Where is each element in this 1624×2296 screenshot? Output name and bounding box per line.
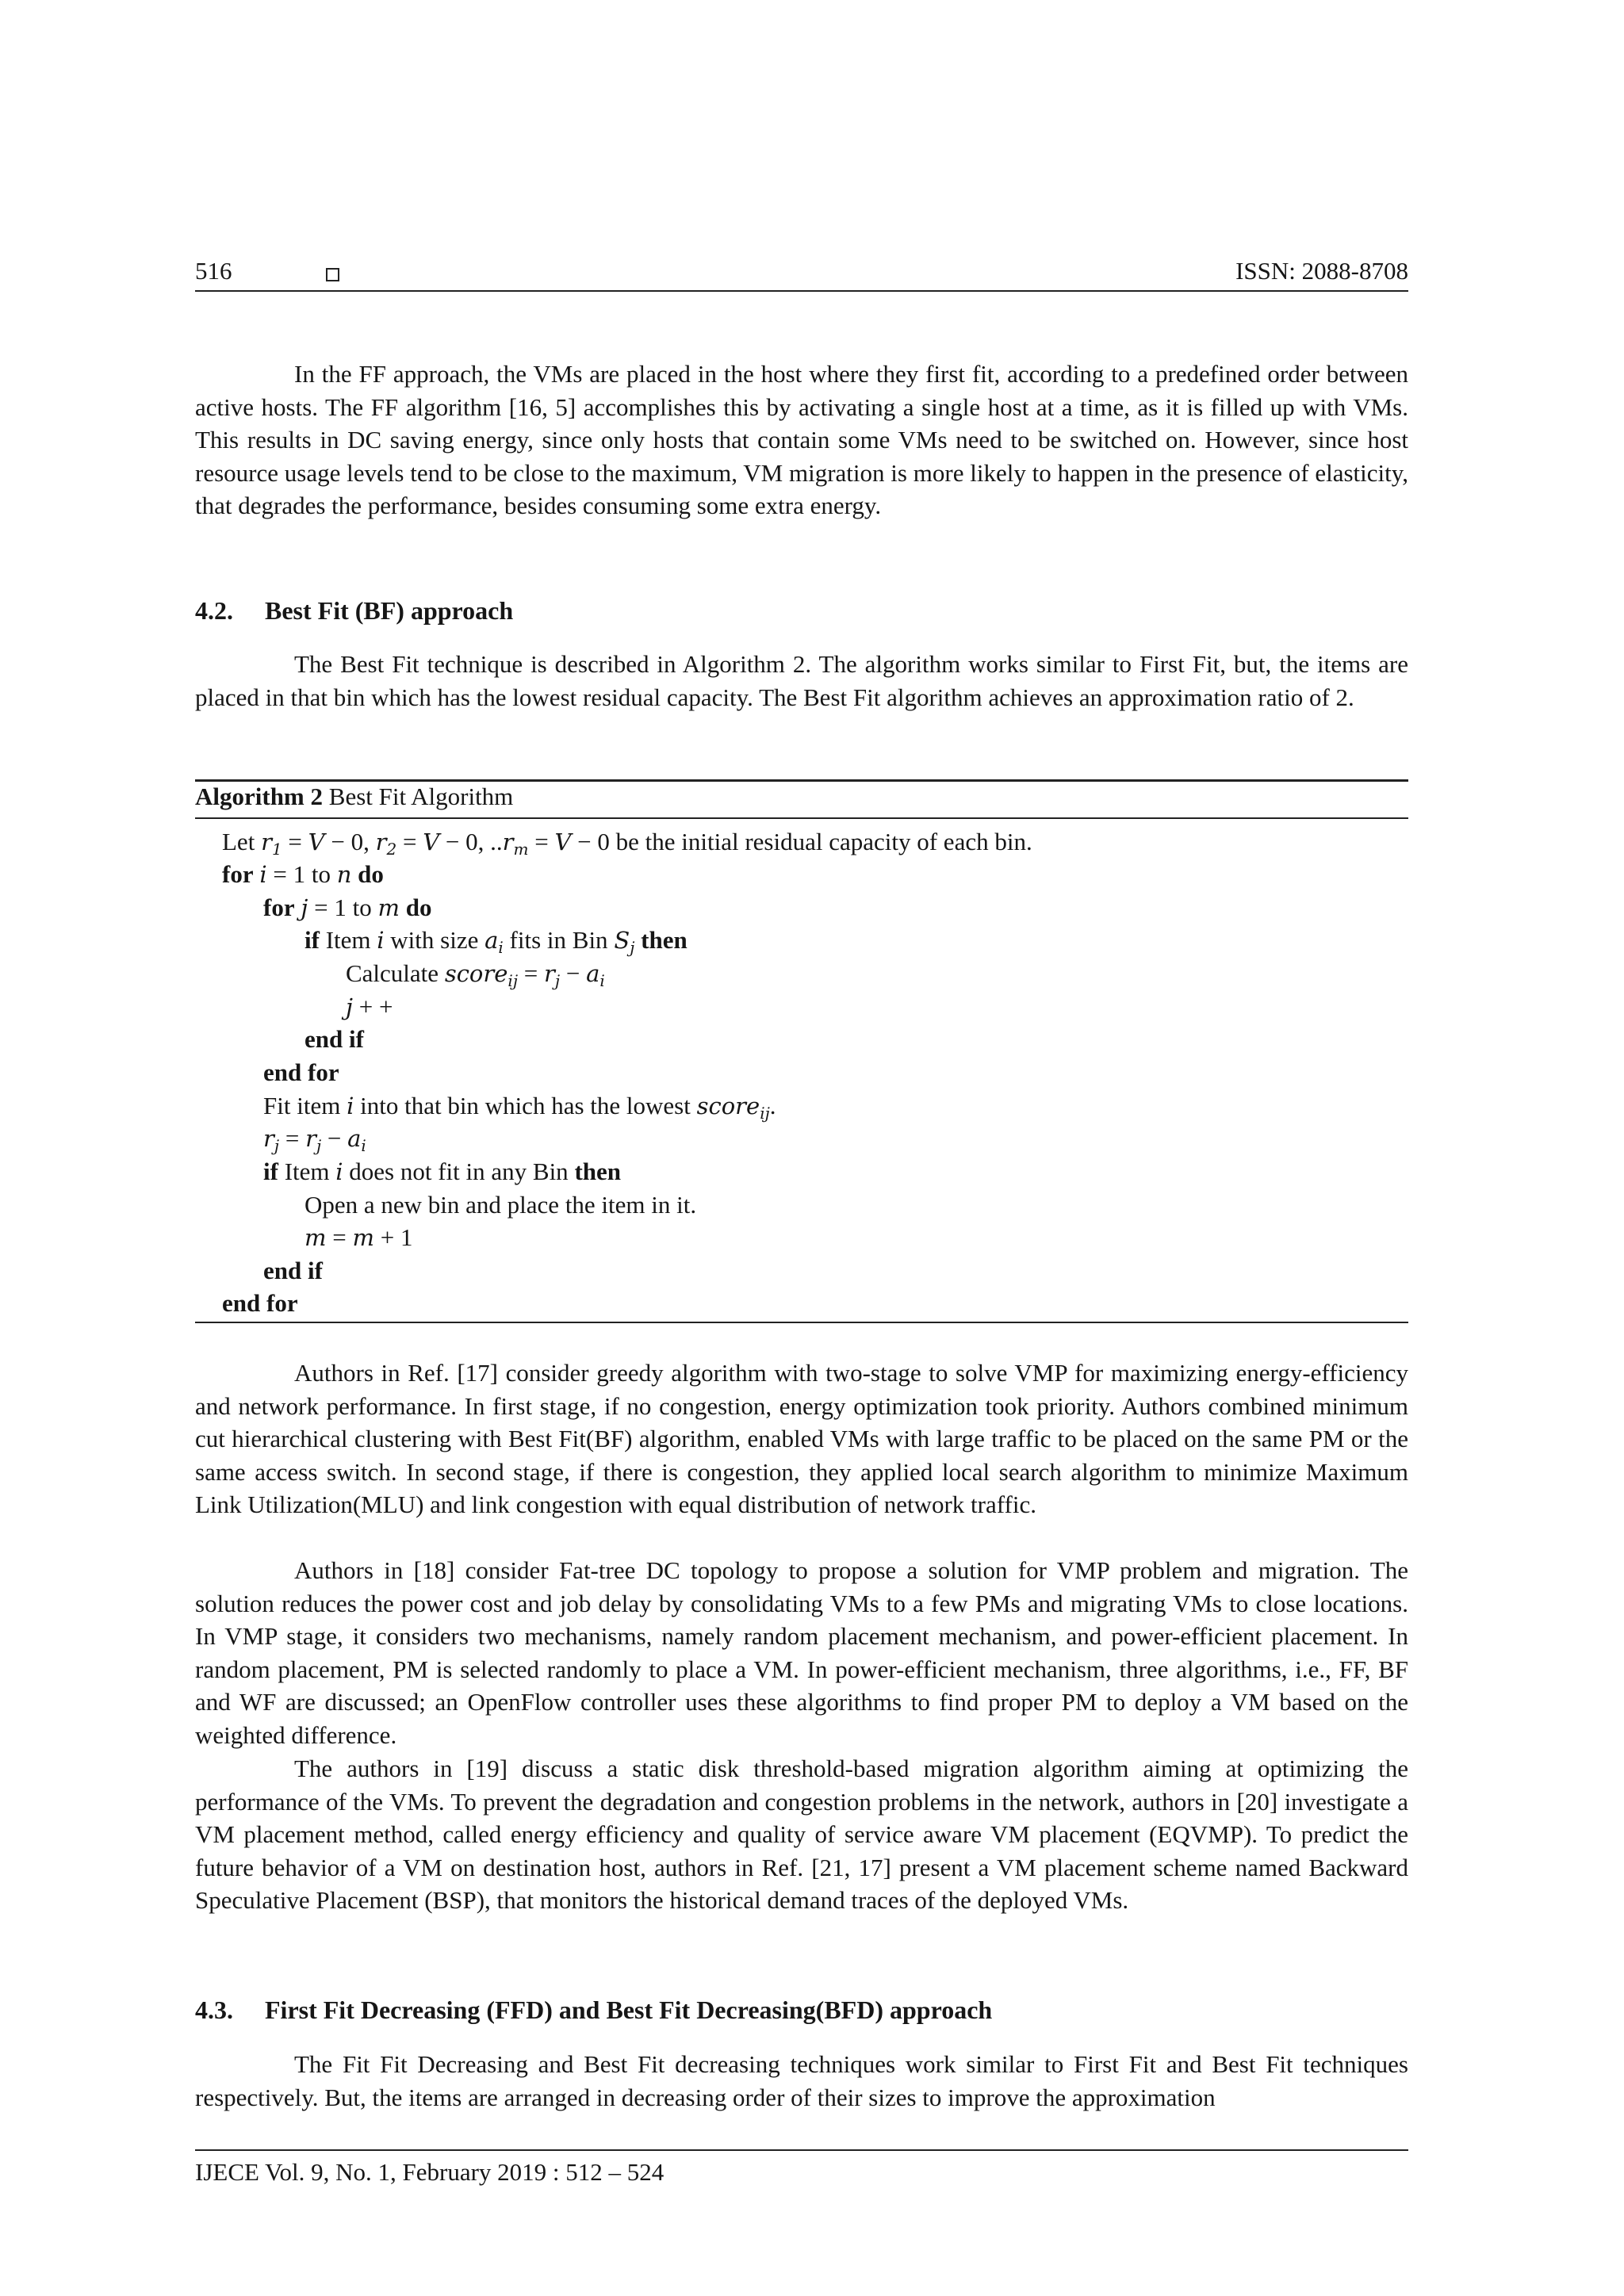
page-header	[195, 252, 1408, 292]
algorithm-caption-rule	[195, 817, 1408, 819]
page-number: 516	[195, 257, 232, 285]
section-heading-bf	[195, 596, 513, 626]
algorithm-caption	[195, 783, 513, 811]
paragraph-ref19: The authors in [19] discuss a static disk threshold-based migration algorithm aiming at optimizing the performance of the VMs. To prevent the degradation and congestion problems in the network, authors in [20] investigate a VM placement method, called energy efficiency and quality of service aware VM placement (EQVMP). To predict the future behavior of a VM on destination host, authors in Ref. [21, 17] present a VM placement scheme named Backward Speculative Placement (BSP), that monitors the historical demand traces of the deployed VMs.	[195, 1755, 1408, 1914]
section-number: 4.3.	[195, 1996, 233, 2024]
footer-rule	[195, 2149, 1408, 2151]
algorithm-line: Calculate score$_{ij}$ = $r_j - a_i$	[346, 959, 605, 990]
paragraph-bf-intro: The Best Fit technique is described in Algorithm 2. The algorithm works similar to First Fit, but, the items are placed in that bin which has the lowest residual capacity. The Best Fit algorithm achieves an approximation ratio of 2.	[195, 650, 1408, 711]
square-glyph-icon	[326, 268, 339, 281]
algorithm-line: if Item i does not fit in any Bin then	[263, 1158, 622, 1185]
algorithm-line: for j = 1 to m do	[263, 894, 432, 921]
paragraph-ff: In the FF approach, the VMs are placed in the host where they first fit, according to a predefined order between active hosts. The FF algorithm [16, 5] accomplishes this by activating a single host at a time, as it is filled up with VMs. This results in DC saving energy, since only hosts that contain some VMs need to be switched on. However, since host resource usage levels tend to be close to the maximum, VM migration is more likely to happen in the presence of elasticity, that degrades the performance, besides consuming some extra energy.	[195, 360, 1408, 519]
algorithm-line: m = m + 1	[304, 1223, 413, 1251]
algorithm-line: end for	[263, 1058, 339, 1086]
algorithm-line: Open a new bin and place the item in it.	[304, 1191, 697, 1219]
footer-citation: IJECE Vol. 9, No. 1, February 2019 : 512 – 524	[195, 2158, 665, 2186]
algorithm-label: Algorithm 2	[195, 783, 324, 810]
algorithm-line: if Item i with size $a_i$ fits in Bin $S_j$ then	[304, 926, 688, 957]
paragraph-ref18: Authors in [18] consider Fat-tree DC topology to propose a solution for VMP problem and migration. The solution reduces the power cost and job delay by consolidating VMs to a few PMs and migrating VMs to close locations. In VMP stage, it considers two mechanisms, namely random placement mechanism, and power-efficient placement. In random placement, PM is selected randomly to place a VM. In power-efficient mechanism, three algorithms, i.e., FF, BF and WF are discussed; an OpenFlow controller uses these algorithms to find proper PM to deploy a VM based on the weighted difference.	[195, 1556, 1408, 1749]
paragraph-ffd: The Fit Fit Decreasing and Best Fit decreasing techniques work similar to First Fit and Best Fit techniques respectively. But, the items are arranged in decreasing order of their sizes to improve the approximation	[195, 2050, 1408, 2111]
algorithm-line: $r_j = r_j - a_i$	[263, 1124, 366, 1155]
issn: ISSN: 2088-8708	[1235, 257, 1408, 285]
algorithm-title: Best Fit Algorithm	[328, 783, 514, 810]
section-heading-ffd	[195, 1996, 992, 2025]
section-title: Best Fit (BF) approach	[265, 596, 514, 625]
algorithm-line: Fit item i into that bin which has the lowest score$_{ij}$.	[263, 1092, 776, 1123]
algorithm-line: j + +	[346, 993, 393, 1020]
algorithm-line: end if	[304, 1025, 364, 1053]
algorithm-top-rule	[195, 779, 1408, 782]
algorithm-line: end if	[263, 1257, 323, 1284]
algorithm-bottom-rule	[195, 1322, 1408, 1323]
algorithm-line: end for	[222, 1289, 298, 1317]
paragraph-ref17: Authors in Ref. [17] consider greedy algorithm with two-stage to solve VMP for maximizing energy-efficiency and network performance. In first stage, if no congestion, energy optimization took priority. Authors combined minimum cut hierarchical clustering with Best Fit(BF) algorithm, enabled VMs with large traffic to be placed on the same PM or the same access switch. In second stage, if there is congestion, they applied local search algorithm to minimize Maximum Link Utilization(MLU) and link congestion with equal distribution of network traffic.	[195, 1359, 1408, 1518]
section-title: First Fit Decreasing (FFD) and Best Fit Decreasing(BFD) approach	[265, 1996, 993, 2024]
section-number: 4.2.	[195, 596, 233, 625]
algorithm-line: Let $r_1 = V - 0$, $r_2 = V - 0$, $..r_m = V - 0$ be the initial residual capacity of each bin.	[222, 828, 1032, 859]
algorithm-line: for i = 1 to n do	[222, 860, 384, 888]
